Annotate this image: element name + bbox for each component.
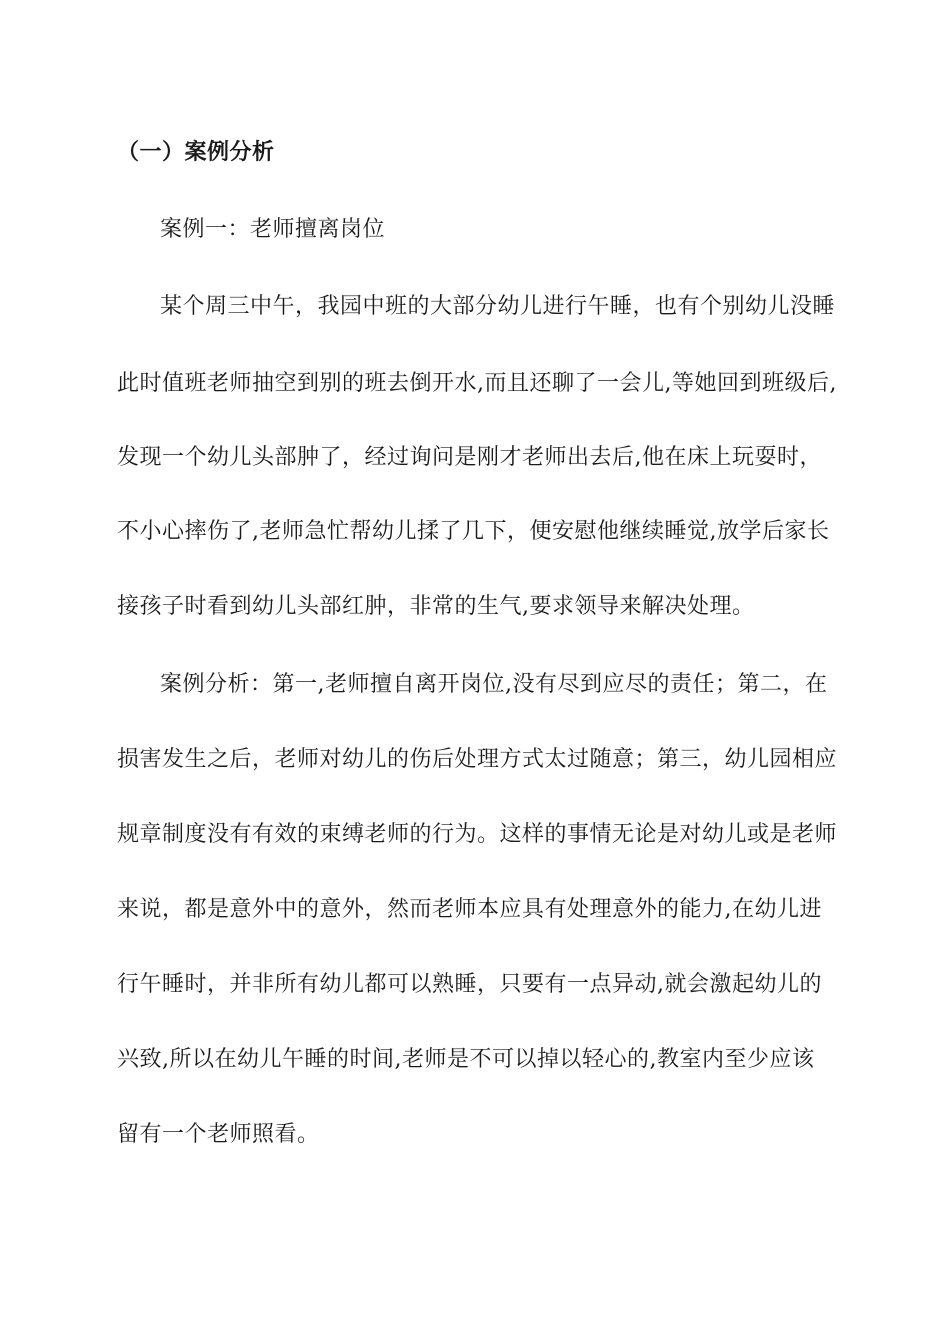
paragraph2-line-6: 兴致,所以在幼儿午睡的时间,老师是不可以掉以轻心的,教室内至少应该: [117, 1047, 815, 1072]
paragraph2-line-5: 行午睡时，并非所有幼儿都可以熟睡，只要有一点异动,就会激起幼儿的: [117, 972, 822, 997]
paragraph2-line-7: 留有一个老师照看。: [117, 1122, 320, 1147]
paragraph1-line-3: 发现一个幼儿头部肿了，经过询问是刚才老师出去后,他在床上玩耍时，: [117, 445, 822, 470]
paragraph1-line-1: 某个周三中午，我园中班的大部分幼儿进行午睡，也有个别幼儿没睡: [160, 294, 836, 319]
paragraph2-line-4: 来说，都是意外中的意外，然而老师本应具有处理意外的能力,在幼儿进: [117, 897, 822, 922]
paragraph1-line-2: 此时值班老师抽空到别的班去倒开水,而且还聊了一会儿,等她回到班级后,: [117, 371, 837, 396]
paragraph2-line-1: 案例分析：第一,老师擅自离开岗位,没有尽到应尽的责任；第二，在: [160, 672, 828, 697]
paragraph2-line-3: 规章制度没有有效的束缚老师的行为。这样的事情无论是对幼儿或是老师: [117, 822, 838, 847]
paragraph1-line-4: 不小心摔伤了,老师急忙帮幼儿揉了几下，便安慰他继续睡觉,放学后家长: [117, 519, 830, 544]
case-title: 案例一：老师擅离岗位: [160, 217, 386, 242]
section-heading: （一）案例分析: [117, 140, 275, 165]
paragraph2-line-2: 损害发生之后，老师对幼儿的伤后处理方式太过随意；第三，幼儿园相应: [117, 747, 838, 772]
paragraph1-line-5: 接孩子时看到幼儿头部红肿，非常的生气,要求领导来解决处理。: [117, 594, 755, 619]
